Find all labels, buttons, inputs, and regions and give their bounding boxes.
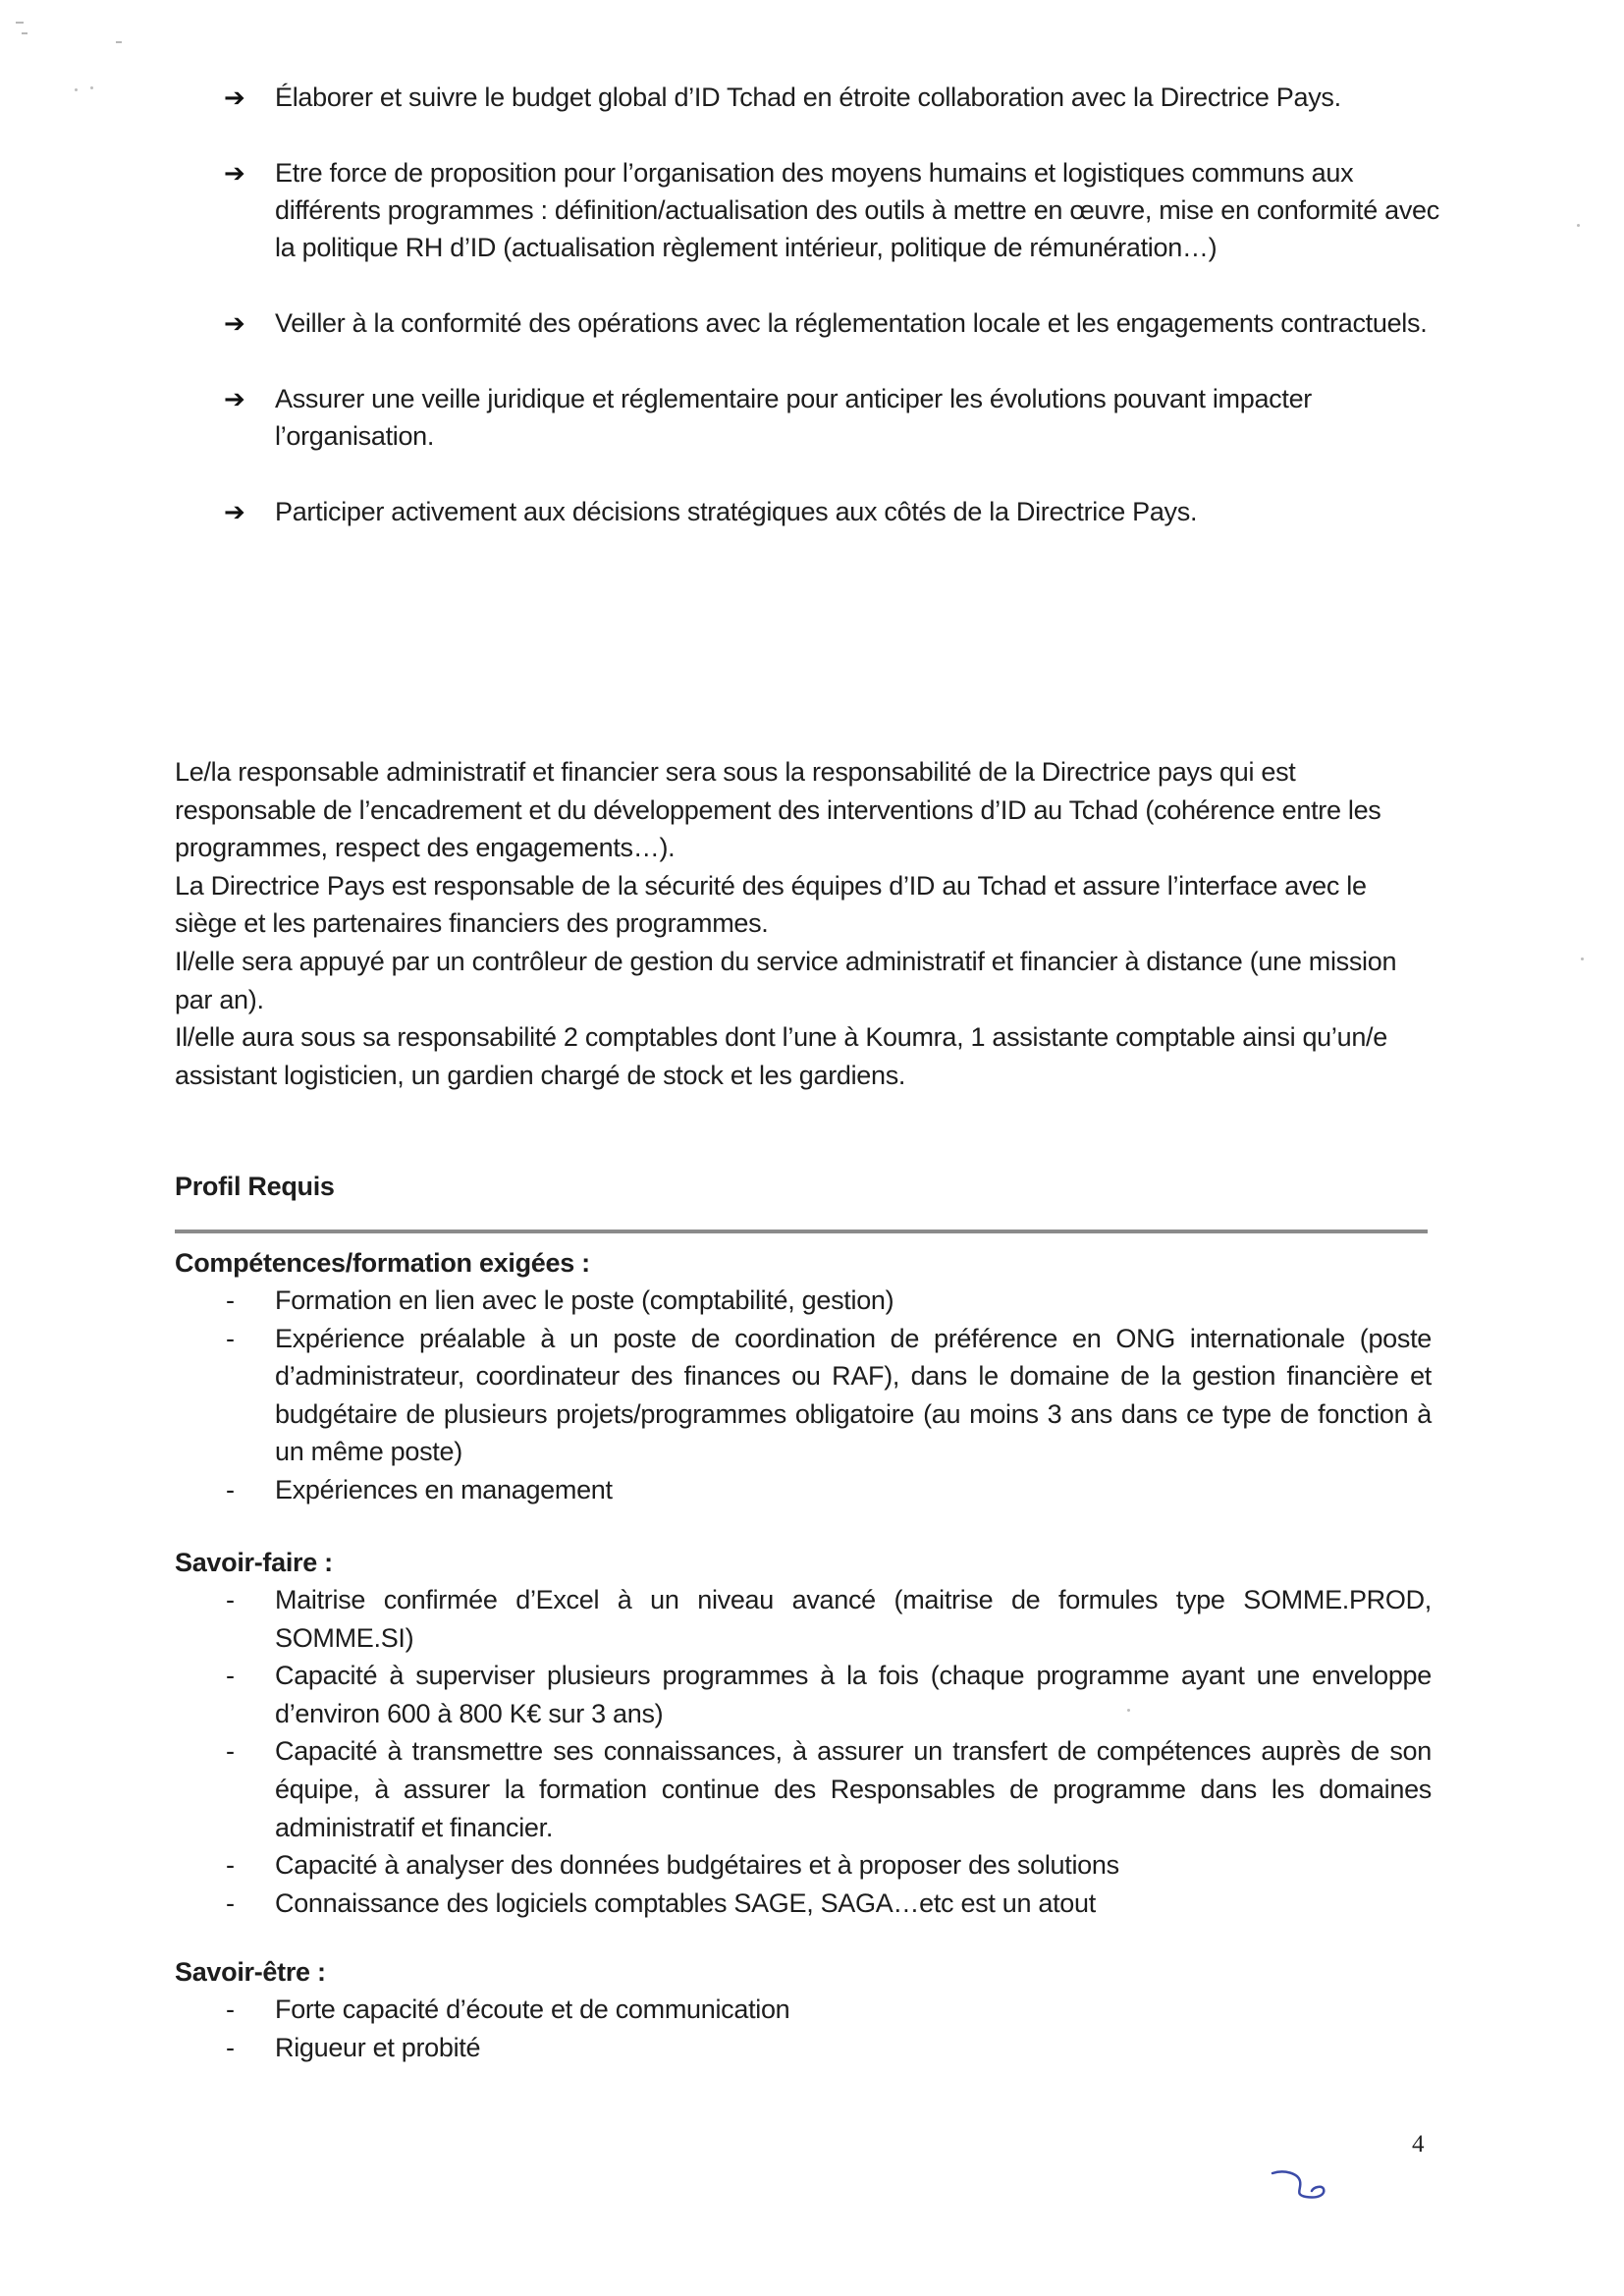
reporting-paragraph: La Directrice Pays est responsable de la sécurité des équipes d’ID au Tchad et assure l’interface avec le siège et les partenaires financiers des programmes. bbox=[175, 870, 1367, 939]
arrow-right-icon: ➔ bbox=[224, 497, 245, 526]
savoir-faire-text: Connaissance des logiciels comptables SAGE, SAGA…etc est un atout bbox=[275, 1887, 1096, 1918]
responsibilities-list bbox=[224, 79, 1441, 569]
dash-bullet-icon: - bbox=[226, 1323, 235, 1353]
scan-speck bbox=[1581, 957, 1584, 960]
arrow-right-icon: ➔ bbox=[224, 82, 245, 112]
profile-section-title: Profil Requis bbox=[175, 1172, 335, 1201]
reporting-paragraph: Le/la responsable administratif et financier sera sous la responsabilité de la Directrice pays qui est responsable de l’encadrement et du développement des interventions d’ID au Tchad (cohérence entre les programmes, respect des engagements…). bbox=[175, 757, 1381, 863]
responsibility-item bbox=[224, 154, 1441, 266]
savoir-etre-item bbox=[175, 2029, 1432, 2067]
dash-bullet-icon: - bbox=[226, 1995, 235, 2024]
savoir-faire-item bbox=[175, 1657, 1432, 1732]
savoir-faire-item bbox=[175, 1846, 1432, 1885]
page-number: 4 bbox=[1412, 2131, 1425, 2158]
savoir-faire-text: Capacité à superviser plusieurs programmes à la fois (chaque programme ayant une enveloppe d’environ 600 à 800 K€ sur 3 ans) bbox=[275, 1661, 1432, 1728]
savoir-faire-item bbox=[175, 1581, 1432, 1657]
savoir-faire-list bbox=[175, 1581, 1432, 1922]
dash-bullet-icon: - bbox=[226, 1285, 235, 1315]
savoir-faire-text: Maitrise confirmée d’Excel à un niveau avancé (maitrise de formules type SOMME.PROD, SOMME.SI) bbox=[275, 1585, 1432, 1653]
dash-bullet-icon: - bbox=[226, 1850, 235, 1881]
reporting-section bbox=[175, 753, 1432, 1094]
competence-item bbox=[175, 1320, 1432, 1471]
responsibility-item bbox=[224, 304, 1441, 342]
arrow-right-icon: ➔ bbox=[224, 308, 245, 338]
savoir-etre-text: Forte capacité d’écoute et de communication bbox=[275, 1995, 790, 2024]
responsibility-text: Élaborer et suivre le budget global d’ID Tchad en étroite collaboration avec la Directrice Pays. bbox=[275, 82, 1341, 112]
competences-list bbox=[175, 1282, 1432, 1509]
arrow-right-icon: ➔ bbox=[224, 384, 245, 413]
section-divider bbox=[175, 1230, 1428, 1233]
scan-speck bbox=[75, 88, 78, 91]
handwritten-initials-icon bbox=[1267, 2165, 1345, 2205]
savoir-etre-heading: Savoir-être : bbox=[175, 1957, 326, 1987]
responsibility-item bbox=[224, 493, 1441, 530]
competences-heading: Compétences/formation exigées : bbox=[175, 1248, 590, 1278]
scan-artifact bbox=[116, 41, 122, 43]
scan-speck bbox=[90, 86, 93, 89]
reporting-paragraph: Il/elle aura sous sa responsabilité 2 comptables dont l’une à Koumra, 1 assistante comptable ainsi qu’un/e assistant logisticien, un gardien chargé de stock et les gardiens. bbox=[175, 1022, 1387, 1090]
competence-text: Formation en lien avec le poste (comptabilité, gestion) bbox=[275, 1285, 894, 1315]
competence-item bbox=[175, 1471, 1432, 1509]
dash-bullet-icon: - bbox=[226, 2032, 235, 2062]
responsibility-text: Etre force de proposition pour l’organisation des moyens humains et logistiques communs aux différents programmes : définition/actualisation des outils à mettre en œuvre, mise en conformité avec la politique RH d’ID (actualisation règlement intérieur, politique de rémunération…) bbox=[275, 158, 1439, 262]
savoir-faire-item bbox=[175, 1732, 1432, 1846]
competence-text: Expériences en management bbox=[275, 1474, 613, 1504]
savoir-etre-text: Rigueur et probité bbox=[275, 2032, 481, 2062]
scan-artifact bbox=[16, 22, 24, 24]
dash-bullet-icon: - bbox=[226, 1585, 235, 1614]
savoir-faire-item bbox=[175, 1885, 1432, 1923]
savoir-faire-text: Capacité à transmettre ses connaissances, à assurer un transfert de compétences auprès de son équipe, à assurer la formation continue des Responsables de programme dans les domaines administratif et financier. bbox=[275, 1736, 1432, 1842]
responsibility-text: Assurer une veille juridique et réglementaire pour anticiper les évolutions pouvant impacter l’organisation. bbox=[275, 384, 1312, 451]
savoir-faire-section bbox=[175, 1544, 1432, 1922]
competence-text: Expérience préalable à un poste de coordination de préférence en ONG internationale (poste d’administrateur, coordinateur des finances ou RAF), dans le domaine de la gestion financière et budgétaire de plusieurs projets/programmes obligatoire (au moins 3 ans dans ce type de fonction à un même poste) bbox=[275, 1323, 1432, 1467]
scan-speck bbox=[1577, 224, 1580, 227]
savoir-etre-item bbox=[175, 1991, 1432, 2029]
savoir-etre-list bbox=[175, 1991, 1432, 2066]
scan-artifact bbox=[22, 32, 27, 34]
savoir-etre-section bbox=[175, 1953, 1432, 2066]
responsibility-text: Participer activement aux décisions stratégiques aux côtés de la Directrice Pays. bbox=[275, 497, 1198, 526]
competence-item bbox=[175, 1282, 1432, 1320]
responsibility-item bbox=[224, 79, 1441, 116]
responsibility-item bbox=[224, 380, 1441, 455]
savoir-faire-text: Capacité à analyser des données budgétaires et à proposer des solutions bbox=[275, 1850, 1119, 1881]
savoir-faire-heading: Savoir-faire : bbox=[175, 1548, 333, 1577]
reporting-paragraph: Il/elle sera appuyé par un contrôleur de gestion du service administratif et financier à distance (une mission par an). bbox=[175, 946, 1397, 1014]
responsibility-text: Veiller à la conformité des opérations avec la réglementation locale et les engagements contractuels. bbox=[275, 308, 1428, 338]
arrow-right-icon: ➔ bbox=[224, 158, 245, 188]
dash-bullet-icon: - bbox=[226, 1736, 235, 1767]
dash-bullet-icon: - bbox=[226, 1887, 235, 1918]
dash-bullet-icon: - bbox=[226, 1474, 235, 1504]
competences-section bbox=[175, 1244, 1432, 1509]
dash-bullet-icon: - bbox=[226, 1661, 235, 1691]
